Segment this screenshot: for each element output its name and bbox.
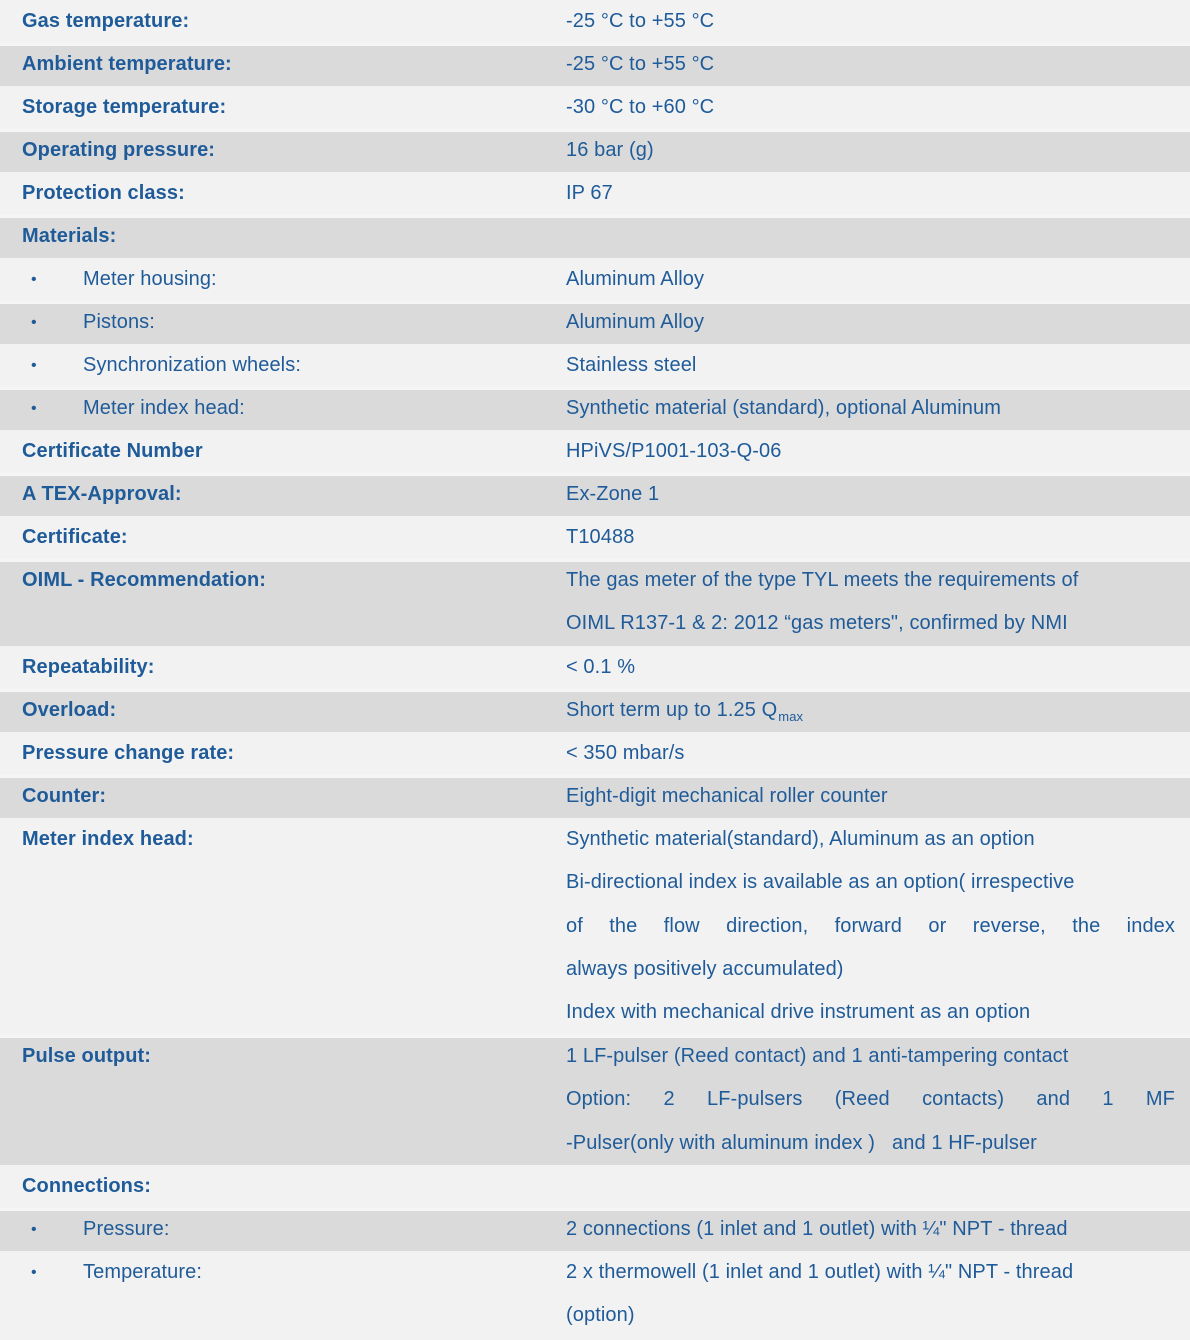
value-line xyxy=(566,1122,1175,1165)
value-text: Synthetic material(standard), Aluminum as an option xyxy=(566,828,1035,850)
value-line xyxy=(566,1251,1175,1294)
spec-row xyxy=(0,258,1190,301)
spec-row xyxy=(0,86,1190,129)
row-value-cell xyxy=(566,258,1190,301)
spec-row xyxy=(0,387,1190,430)
row-value-cell xyxy=(566,1208,1190,1251)
row-label-cell xyxy=(0,301,566,344)
row-label-cell xyxy=(0,344,566,387)
row-value-cell xyxy=(566,0,1190,43)
spec-row xyxy=(0,689,1190,732)
value-line xyxy=(566,689,1175,733)
row-label-cell xyxy=(0,215,566,258)
row-value-cell xyxy=(566,387,1190,430)
bullet-icon: • xyxy=(31,400,37,417)
value-line xyxy=(566,1208,1175,1251)
row-label-cell xyxy=(0,430,566,473)
row-value-cell xyxy=(566,1035,1190,1165)
row-label-cell xyxy=(0,129,566,172)
value-line xyxy=(566,602,1175,645)
value-text: IP 67 xyxy=(566,182,613,204)
value-text: 2 x thermowell (1 inlet and 1 outlet) with ¼" NPT - thread xyxy=(566,1261,1074,1283)
spec-row xyxy=(0,559,1190,646)
row-label: Materials: xyxy=(22,225,117,247)
spec-row xyxy=(0,732,1190,775)
value-line xyxy=(566,775,1175,818)
spec-row xyxy=(0,516,1190,559)
spec-row xyxy=(0,0,1190,43)
value-line xyxy=(566,258,1175,301)
value-text: HPiVS/P1001-103-Q-06 xyxy=(566,440,782,462)
row-value-cell xyxy=(566,215,1190,258)
bullet-icon: • xyxy=(31,1221,37,1238)
row-value-cell xyxy=(566,559,1190,646)
row-label: Pulse output: xyxy=(22,1045,152,1067)
spec-row xyxy=(0,1251,1190,1338)
value-text: The gas meter of the type TYL meets the requirements of xyxy=(566,569,1079,591)
value-line xyxy=(566,129,1175,172)
row-value-cell xyxy=(566,1165,1190,1208)
spec-row xyxy=(0,646,1190,689)
row-label: Operating pressure: xyxy=(22,139,216,161)
row-label: Repeatability: xyxy=(22,656,155,678)
row-value-cell xyxy=(566,732,1190,775)
row-label-cell xyxy=(0,1035,566,1165)
row-value-cell xyxy=(566,516,1190,559)
row-label-cell xyxy=(0,172,566,215)
row-label: Meter index head: xyxy=(22,828,194,850)
row-label: Storage temperature: xyxy=(22,96,227,118)
spec-row xyxy=(0,172,1190,215)
spec-row xyxy=(0,43,1190,86)
row-label: A TEX-Approval: xyxy=(22,483,182,505)
row-label-cell xyxy=(0,86,566,129)
row-label: Temperature: xyxy=(83,1261,203,1283)
spec-row xyxy=(0,215,1190,258)
row-label: Pressure: xyxy=(83,1218,170,1240)
row-value-cell xyxy=(566,172,1190,215)
value-line xyxy=(566,0,1175,43)
value-text: Index with mechanical drive instrument as an option xyxy=(566,1001,1031,1024)
value-line xyxy=(566,861,1175,904)
row-label: Gas temperature: xyxy=(22,10,190,32)
value-text: OIML R137-1 & 2: 2012 “gas meters", confirmed by NMI xyxy=(566,612,1068,635)
row-label: Meter housing: xyxy=(83,268,217,290)
row-label-cell xyxy=(0,1208,566,1251)
spec-row xyxy=(0,430,1190,473)
row-label: Pistons: xyxy=(83,311,155,333)
row-label-cell xyxy=(0,646,566,689)
spec-row xyxy=(0,1035,1190,1165)
value-line xyxy=(566,646,1175,689)
value-text: 1 LF-pulser (Reed contact) and 1 anti-tampering contact xyxy=(566,1045,1069,1067)
bullet-icon: • xyxy=(31,271,37,288)
row-value-cell xyxy=(566,1251,1190,1338)
row-value-cell xyxy=(566,430,1190,473)
value-text: Stainless steel xyxy=(566,354,697,376)
row-label-cell xyxy=(0,818,566,1035)
row-label-cell xyxy=(0,732,566,775)
row-label-cell xyxy=(0,1165,566,1208)
value-line xyxy=(566,344,1175,387)
row-label: Counter: xyxy=(22,785,107,807)
bullet-icon: • xyxy=(31,357,37,374)
row-label: Ambient temperature: xyxy=(22,53,232,75)
value-text: -25 °C to +55 °C xyxy=(566,10,715,32)
row-label: Protection class: xyxy=(22,182,185,204)
bullet-icon: • xyxy=(31,1264,37,1281)
spec-row xyxy=(0,775,1190,818)
spec-row xyxy=(0,129,1190,172)
value-text: T10488 xyxy=(566,526,635,548)
row-label: OIML - Recommendation: xyxy=(22,569,267,591)
value-line xyxy=(566,43,1175,86)
row-value-cell xyxy=(566,689,1190,732)
value-line xyxy=(566,1035,1175,1078)
value-line xyxy=(566,473,1175,516)
value-text: Bi-directional index is available as an option( irrespective xyxy=(566,871,1075,894)
value-text: < 0.1 % xyxy=(566,656,636,678)
bullet-icon: • xyxy=(31,314,37,331)
value-line xyxy=(566,559,1175,602)
row-label-cell xyxy=(0,387,566,430)
value-text: Short term up to 1.25 Q xyxy=(566,699,778,721)
row-label: Overload: xyxy=(22,699,117,721)
spec-row xyxy=(0,301,1190,344)
value-text: -30 °C to +60 °C xyxy=(566,96,715,118)
row-value-cell xyxy=(566,818,1190,1035)
row-value-cell xyxy=(566,43,1190,86)
value-text: Eight-digit mechanical roller counter xyxy=(566,785,888,807)
row-label: Certificate Number xyxy=(22,440,203,462)
value-text: -Pulser(only with aluminum index ) and 1 HF-pulser xyxy=(566,1131,1037,1154)
row-label: Meter index head: xyxy=(83,397,245,419)
row-label: Certificate: xyxy=(22,526,128,548)
value-text: Ex-Zone 1 xyxy=(566,483,660,505)
row-label-cell xyxy=(0,1251,566,1338)
row-label-cell xyxy=(0,43,566,86)
row-value-cell xyxy=(566,775,1190,818)
row-label: Synchronization wheels: xyxy=(83,354,301,376)
value-text: Synthetic material (standard), optional Aluminum xyxy=(566,397,1002,419)
value-line xyxy=(566,732,1175,775)
value-text: always positively accumulated) xyxy=(566,957,844,980)
row-value-cell xyxy=(566,301,1190,344)
row-label: Pressure change rate: xyxy=(22,742,235,764)
value-text: -25 °C to +55 °C xyxy=(566,53,715,75)
value-text: of the flow direction, forward or reverse, the index xyxy=(566,914,1175,937)
row-value-cell xyxy=(566,129,1190,172)
row-value-cell xyxy=(566,646,1190,689)
value-subscript: max xyxy=(778,709,804,724)
row-label-cell xyxy=(0,473,566,516)
value-line xyxy=(566,1294,1175,1337)
value-line xyxy=(566,516,1175,559)
value-text: 2 connections (1 inlet and 1 outlet) with ¼" NPT - thread xyxy=(566,1218,1068,1240)
value-line xyxy=(566,991,1175,1034)
row-value-cell xyxy=(566,473,1190,516)
value-line xyxy=(566,1078,1175,1121)
spec-row xyxy=(0,344,1190,387)
row-label: Connections: xyxy=(22,1175,151,1197)
row-label-cell xyxy=(0,516,566,559)
value-text: 16 bar (g) xyxy=(566,139,654,161)
spec-row xyxy=(0,473,1190,516)
row-label-cell xyxy=(0,258,566,301)
row-label-cell xyxy=(0,0,566,43)
row-value-cell xyxy=(566,344,1190,387)
value-text: < 350 mbar/s xyxy=(566,742,685,764)
row-label-cell xyxy=(0,775,566,818)
value-text: Aluminum Alloy xyxy=(566,268,705,290)
spec-row xyxy=(0,1165,1190,1208)
value-line xyxy=(566,172,1175,215)
row-label-cell xyxy=(0,559,566,646)
spec-row xyxy=(0,1208,1190,1251)
value-line xyxy=(566,86,1175,129)
spec-row xyxy=(0,818,1190,1035)
value-line xyxy=(566,430,1175,473)
value-line xyxy=(566,905,1175,948)
value-text: Aluminum Alloy xyxy=(566,311,705,333)
row-label-cell xyxy=(0,689,566,732)
value-line xyxy=(566,301,1175,344)
value-line xyxy=(566,387,1175,430)
value-line xyxy=(566,948,1175,991)
value-line xyxy=(566,818,1175,861)
row-value-cell xyxy=(566,86,1190,129)
value-text: Option: 2 LF-pulsers (Reed contacts) and 1 MF xyxy=(566,1088,1175,1111)
value-text: (option) xyxy=(566,1304,635,1327)
